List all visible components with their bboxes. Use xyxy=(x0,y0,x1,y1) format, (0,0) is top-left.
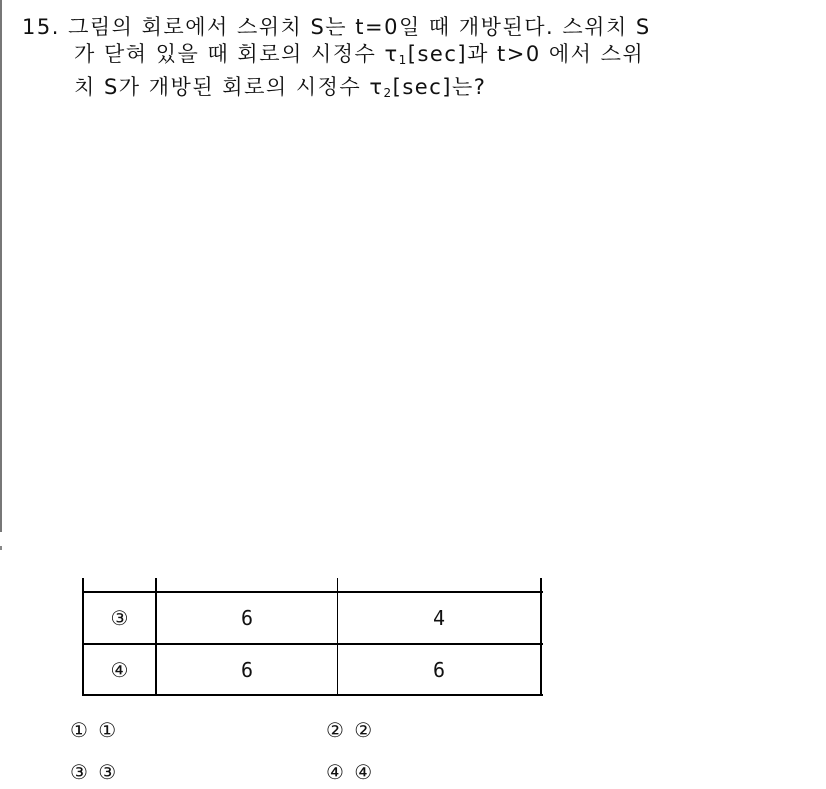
question-line-2 xyxy=(22,41,812,74)
table-cell-tau1: 6 xyxy=(240,606,254,630)
table-border-bottom xyxy=(82,694,543,696)
table-border-right xyxy=(540,578,542,696)
choice-2[interactable]: ② ② xyxy=(326,718,375,742)
table-row-label: ③ xyxy=(110,606,129,630)
page-left-border xyxy=(0,0,2,532)
table-cell-tau2: 4 xyxy=(432,606,446,630)
question-number: 15. xyxy=(22,15,60,39)
page-left-mark xyxy=(0,546,2,550)
question-text-line-1: 그림의 회로에서 스위치 S는 t=0일 때 개방된다. 스위치 S xyxy=(68,15,651,39)
table-row-label: ④ xyxy=(110,657,129,682)
question-text-line-3-tail: [sec]는? xyxy=(392,75,487,99)
choice-3[interactable]: ③ ③ xyxy=(70,760,119,784)
tau1-symbol: $\tau_1$ xyxy=(384,42,408,67)
tau2-symbol: $\tau_2$ xyxy=(369,75,393,100)
question-block xyxy=(22,14,812,107)
choice-4[interactable]: ④ ④ xyxy=(326,760,375,784)
table-cell-tau2: 6 xyxy=(432,657,446,682)
question-line-1 xyxy=(22,14,812,41)
answer-table xyxy=(82,578,543,696)
question-text-line-2: 가 닫혀 있을 때 회로의 시정수 xyxy=(74,42,385,66)
question-text-line-3: 치 S가 개방된 회로의 시정수 xyxy=(74,75,370,99)
question-text-line-2-tail: [sec]과 t>0 에서 스위 xyxy=(407,42,645,66)
question-line-3 xyxy=(22,74,812,107)
choice-1[interactable]: ① ① xyxy=(70,718,119,742)
table-cell-tau1: 6 xyxy=(240,657,254,682)
